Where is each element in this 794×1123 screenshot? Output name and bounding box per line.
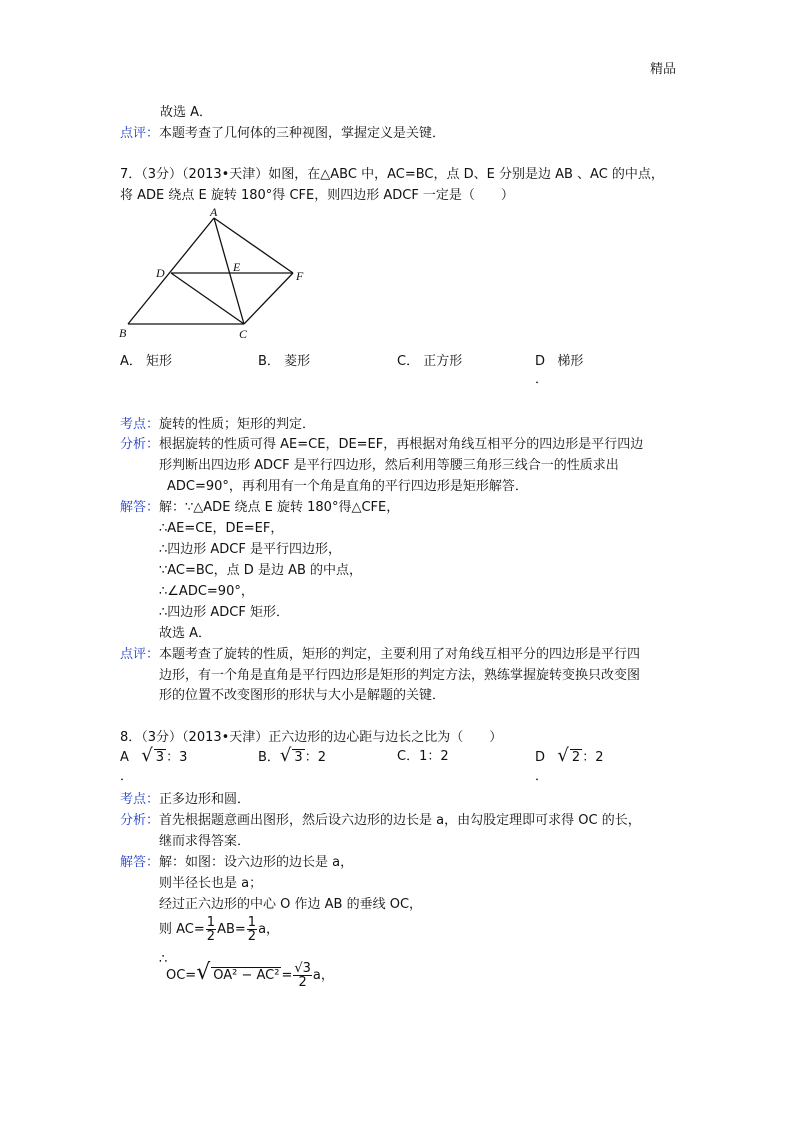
header-brand: 精品 — [650, 62, 677, 77]
q8-option-d-dot: ． — [535, 769, 549, 784]
label-A: A — [210, 205, 218, 219]
q7-jieda-line4: ∵AC=BC，点 D 是边 AB 的中点， — [159, 563, 363, 578]
q8-equation-ac: 则 AC= $\frac{1}{2}$ AB= $\frac{1}{2}$ a， — [159, 915, 280, 944]
label-E: E — [233, 260, 241, 274]
fraction-root3-over-2: $\frac{√3}{2}$ — [294, 961, 311, 990]
q7-fenxi-line2: 形判断出四边形 ADCF 是平行四边形，然后利用等腰三角形三线合一的性质求出 — [159, 458, 619, 473]
q8-stem: 8．（3分）（2013•天津）正六边形的边心距与边长之比为（ ） — [120, 730, 503, 745]
q7-option-c: C． 正方形 — [397, 354, 463, 369]
q8-option-b: B．√ 3 ：2 — [258, 745, 326, 766]
q7-jieda-line2: ∴AE=CE，DE=EF， — [159, 521, 284, 536]
q7-dianping-line2: 边形，有一个角是直角是平行四边形是矩形的判定方法，熟练掌握旋转变换只改变图 — [159, 668, 641, 683]
label-D: D — [156, 266, 165, 280]
q8-jieda-line2: 则半径长也是 a； — [159, 876, 263, 891]
q8-jieda: 解答：解：如图：设六边形的边长是 a， — [120, 855, 354, 870]
q8-option-a-dot: ． — [120, 769, 134, 784]
q6-answer: 故选 A． — [160, 105, 213, 120]
q8-fenxi: 分析：首先根据题意画出图形，然后设六边形的边长是 a，由勾股定理即可求得 OC 的长， — [120, 813, 641, 828]
q7-fenxi: 分析：根据旋转的性质可得 AE=CE，DE=EF，再根据对角线互相平分的四边形是平行四边 — [120, 437, 644, 452]
q7-dianping-line3: 形的位置不改变图形的形状与大小是解题的关键． — [159, 688, 446, 703]
q7-kaodian: 考点：旋转的性质；矩形的判定． — [120, 417, 316, 432]
q7-option-a: A． 矩形 — [120, 354, 173, 369]
q7-jieda-line5: ∴∠ADC=90°， — [159, 584, 254, 599]
label-C: C — [239, 327, 248, 341]
q8-kaodian: 考点：正多边形和圆． — [120, 792, 251, 807]
q8-option-d: D √ 2 ：2 — [535, 745, 604, 766]
label-B: B — [119, 326, 127, 340]
q7-jieda-line3: ∴四边形 ADCF 是平行四边形， — [159, 542, 341, 557]
q7-stem-line1: 7．（3分）（2013•天津）如图，在△ABC 中，AC=BC，点 D、E 分别是边 AB 、AC 的中点， — [120, 167, 664, 182]
q7-option-d: D 梯形 — [535, 354, 584, 369]
q7-dianping: 点评：本题考查了旋转的性质，矩形的判定，主要利用了对角线互相平分的四边形是平行四 — [120, 647, 641, 662]
q7-jieda: 解答：解：∵△ADE 绕点 E 旋转 180°得△CFE， — [120, 500, 400, 515]
q7-jieda-line6: ∴四边形 ADCF 矩形． — [159, 605, 289, 620]
q8-option-c: C．1：2 — [397, 749, 449, 764]
edge-AF — [214, 218, 293, 273]
q7-option-b: B． 菱形 — [258, 354, 311, 369]
edge-DC — [171, 273, 244, 324]
fraction-half-2: $\frac{1}{2}$ — [247, 915, 257, 944]
q8-therefore: ∴ — [159, 952, 168, 967]
q7-fenxi-line3: ADC=90°，再利用有一个角是直角的平行四边形是矩形解答． — [167, 479, 528, 494]
q7-jieda-line7: 故选 A． — [159, 626, 212, 641]
q8-fenxi-line2: 继而求得答案． — [159, 834, 251, 849]
edge-CF — [244, 273, 293, 324]
q7-stem-line2: 将 ADE 绕点 E 旋转 180°得 CFE，则四边形 ADCF 一定是（ ） — [120, 188, 514, 203]
q8-equation-oc: OC=√ OA² − AC² = $\frac{√3}{2}$ a， — [166, 960, 334, 990]
q8-option-a: A √ 3 ：3 — [120, 745, 188, 766]
fraction-half: $\frac{1}{2}$ — [206, 915, 216, 944]
q6-comment — [120, 122, 445, 141]
q8-jieda-line3: 经过正六边形的中心 O 作边 AB 的垂线 OC， — [159, 897, 423, 912]
label-F: F — [296, 269, 304, 283]
comment-label: 点评： — [120, 126, 160, 141]
comment-text: 本题考查了几何体的三种视图，掌握定义是关键． — [159, 126, 446, 141]
q7-figure — [115, 203, 315, 343]
q7-option-d-dot: ． — [535, 372, 549, 387]
edge-AB — [128, 218, 214, 324]
